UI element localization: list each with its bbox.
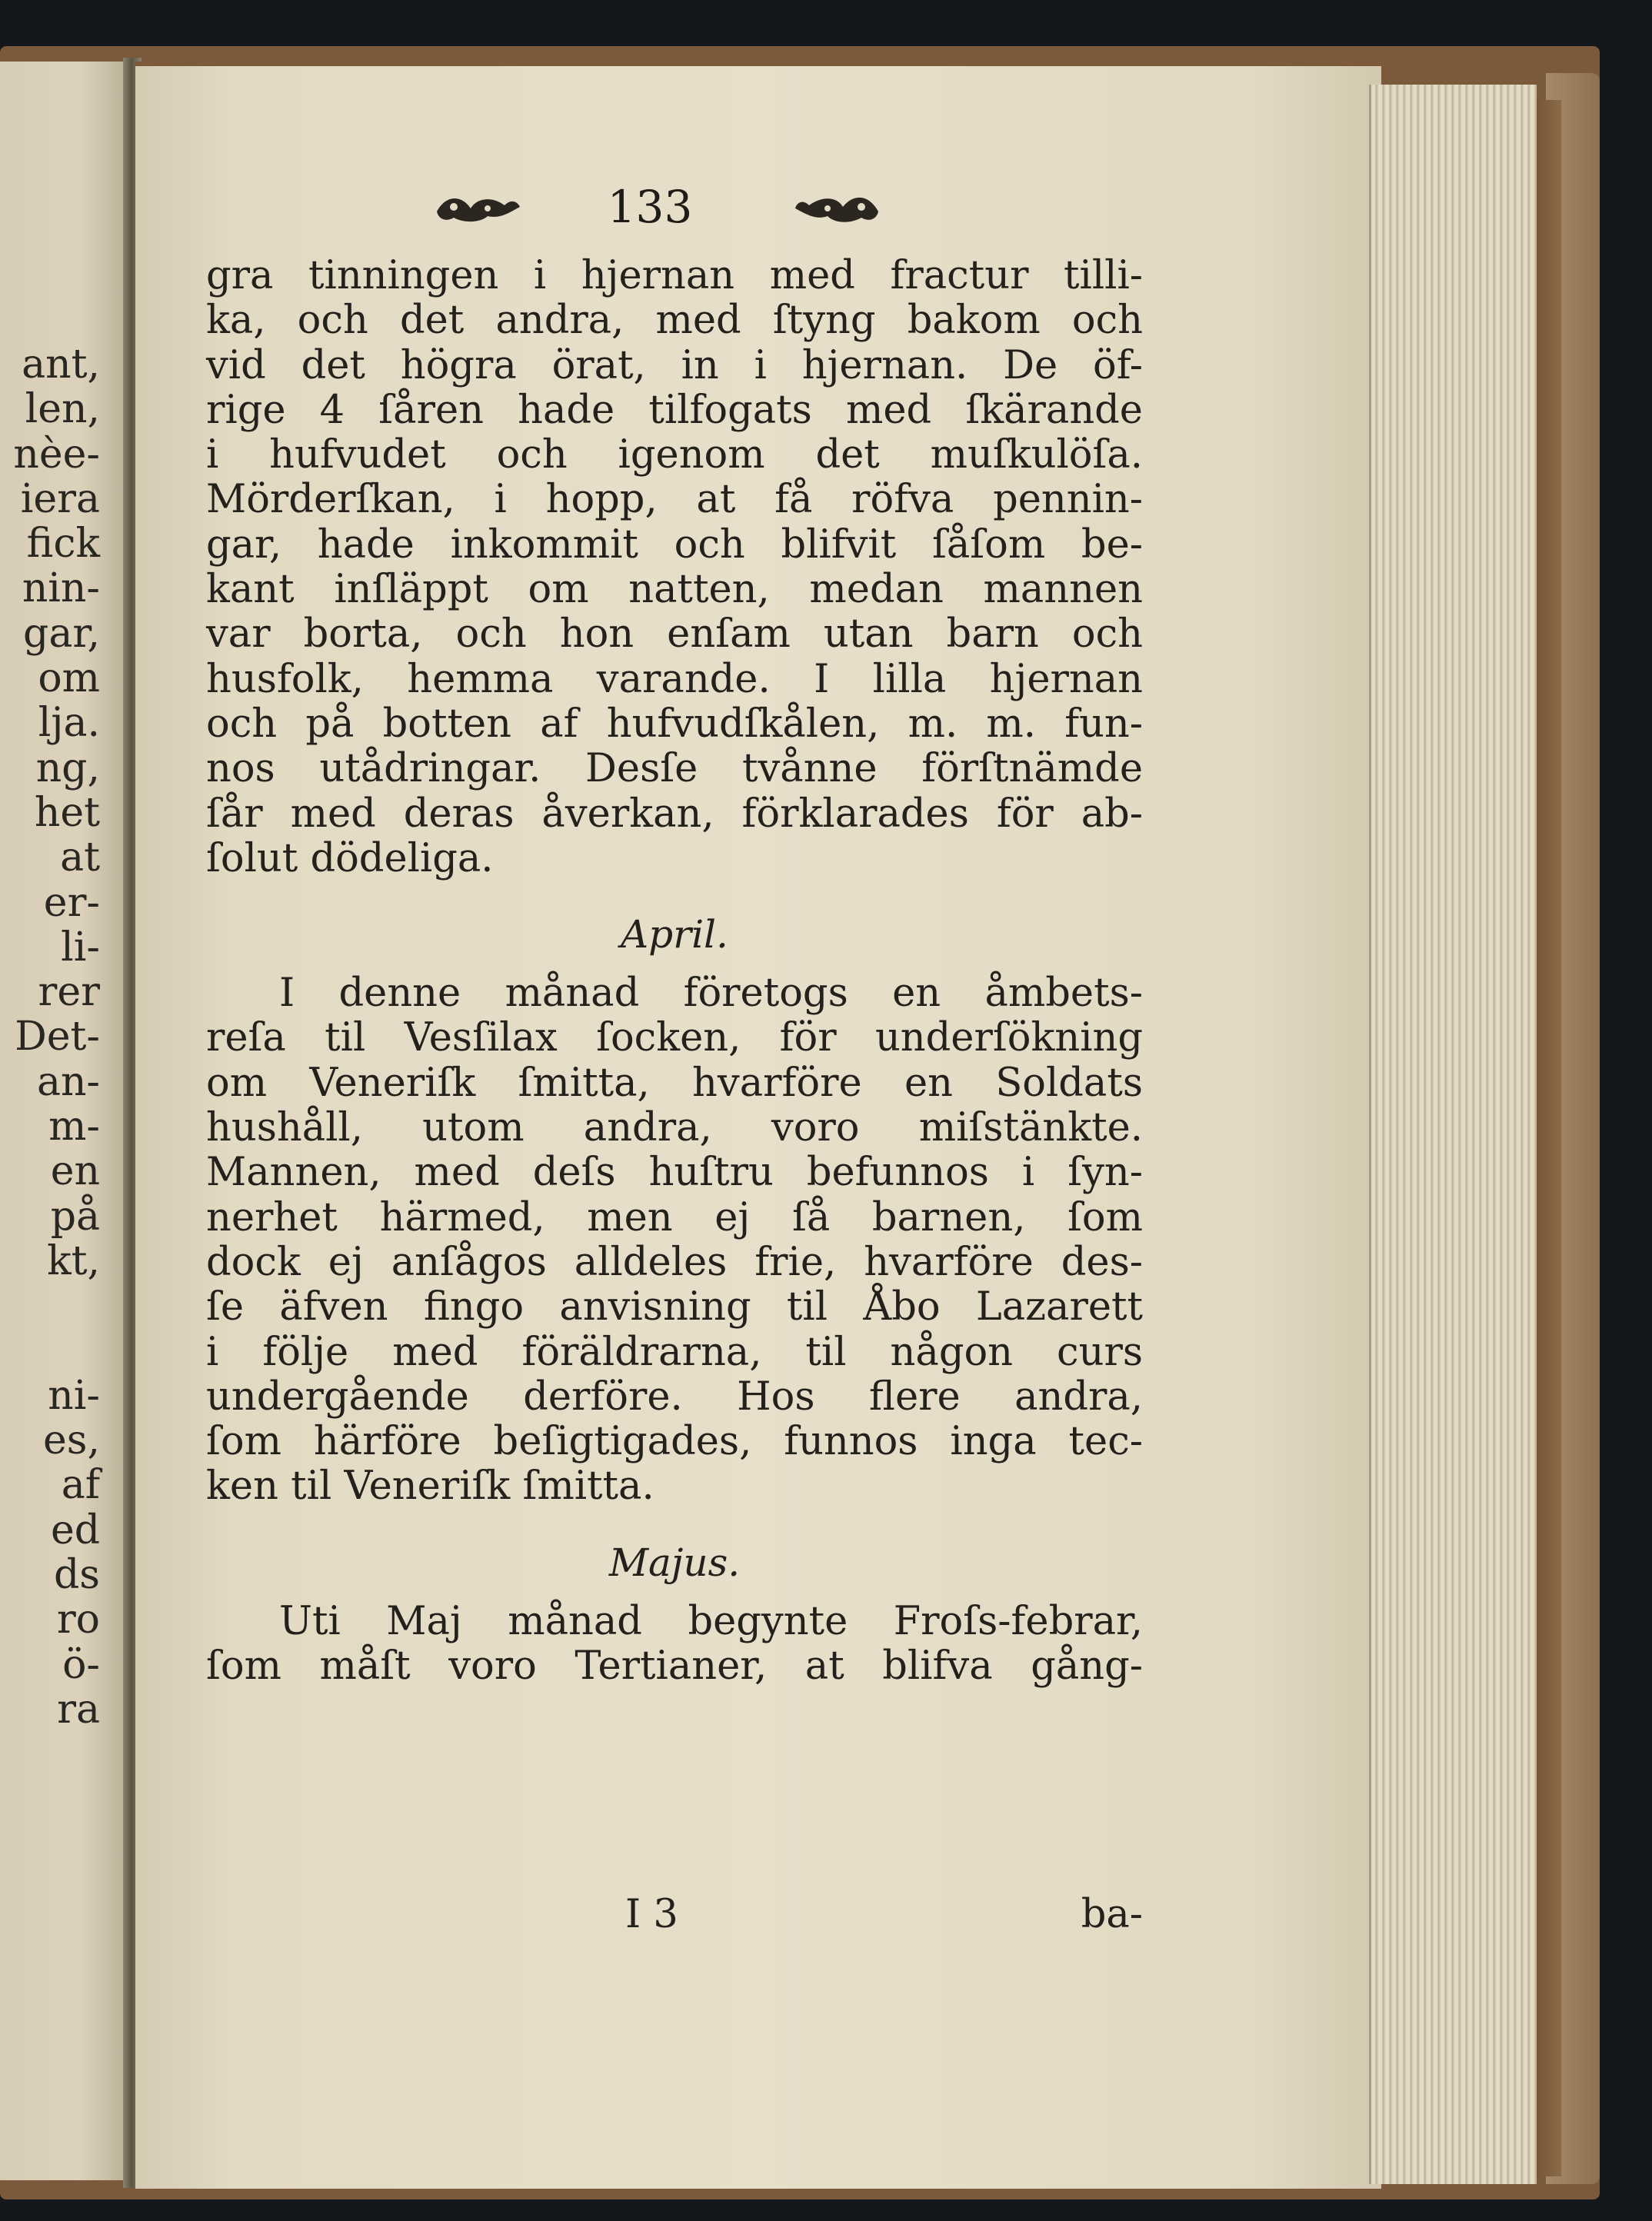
text-line: ſom härföre beſigtigades, funnos inga tec-	[206, 1419, 1143, 1465]
text-line: undergående derföre. Hos flere andra,	[206, 1374, 1143, 1420]
fragment-line: nèe-	[13, 431, 100, 478]
page-edges-stack	[1369, 85, 1537, 2184]
fragment-line: ro	[56, 1597, 100, 1643]
text-line: i hufvudet och igenom det muſkulöſa.	[206, 432, 1143, 478]
text-line: i följe med föräldrarna, til någon curs	[206, 1329, 1143, 1375]
fragment-line: ds	[54, 1552, 100, 1599]
fragment-line: rer	[38, 969, 100, 1016]
text-line: ken til Veneriſk ſmitta.	[206, 1463, 654, 1510]
fragment-line: ra	[57, 1686, 100, 1733]
fragment-line: iera	[20, 475, 100, 522]
text-line: husfolk, hemma varande. I lilla hjernan	[206, 656, 1143, 702]
fragment-line	[13, 1284, 100, 1328]
fragment-line: es,	[43, 1417, 100, 1464]
text-line: hushåll, utom andra, voro miſstänkte.	[206, 1105, 1143, 1151]
text-line: gar, hade inkommit och blifvit ſåſom be-	[206, 521, 1143, 568]
fragment-line: om	[38, 655, 100, 702]
fragment-line: ni-	[48, 1372, 100, 1419]
catchword: ba-	[1081, 1892, 1143, 1937]
fragment-line: Det-	[15, 1014, 100, 1061]
paragraph-1	[206, 254, 1143, 881]
text-line: var borta, och hon enſam utan barn och	[206, 611, 1143, 658]
text-line: Uti Maj månad begynte Froſs-febrar,	[279, 1598, 1143, 1644]
signature-mark: I 3	[625, 1892, 678, 1937]
text-line: ſår med deras åverkan, förklarades för ab-	[206, 791, 1143, 837]
fragment-line: at	[60, 834, 100, 881]
text-line: I denne månad företogs en åmbets-	[279, 971, 1143, 1017]
text-line: gra tinningen i hjernan med fractur tilli-	[206, 253, 1143, 298]
text-line: om Veneriſk ſmitta, hvarföre en Soldats	[206, 1060, 1143, 1106]
page-number: 133	[607, 181, 693, 233]
text-line: reſa til Vesſilax ſocken, för underſökning	[206, 1015, 1143, 1061]
fragment-line: ant,	[22, 341, 100, 388]
fragment-line: ö-	[62, 1641, 100, 1688]
text-line: ſolut dödeliga.	[206, 835, 494, 881]
fragment-line: li-	[61, 924, 100, 971]
text-line: Mörderſkan, i hopp, at få röfva pennin-	[206, 477, 1143, 523]
fragment-line: fick	[26, 521, 100, 568]
text-line: nos utådringar. Desſe tvånne förſtnämde	[206, 746, 1143, 792]
fragment-line: nin-	[22, 565, 100, 612]
text-line: vid det högra örat, in i hjernan. De öf-	[206, 342, 1143, 388]
previous-page-sliver	[0, 62, 132, 2180]
fragment-line: an-	[36, 1058, 100, 1105]
fragment-line: kt,	[47, 1237, 100, 1284]
text-line: ſom måſt voro Tertianer, at blifva gång-	[206, 1643, 1143, 1690]
paragraph-3	[206, 1600, 1143, 1690]
text-line: kant inſläppt om natten, medan mannen	[206, 567, 1143, 613]
printer-ornament-right-icon	[792, 188, 884, 227]
text-block	[206, 254, 1143, 1689]
fragment-line: gar,	[23, 610, 100, 657]
text-line: Mannen, med deſs huſtru befunnos i ſyn-	[206, 1150, 1143, 1196]
previous-page-text-fragments	[13, 342, 100, 1732]
fragment-line: af	[61, 1462, 100, 1509]
fragment-line: en	[50, 1148, 100, 1195]
fragment-line: lja.	[38, 700, 100, 747]
fragment-line: len,	[25, 386, 100, 433]
fragment-line	[13, 1329, 100, 1374]
text-line: dock ej anſågos alldeles frie, hvarföre des-	[206, 1239, 1143, 1285]
paragraph-2	[206, 971, 1143, 1510]
running-head	[431, 173, 908, 242]
printer-ornament-left-icon	[431, 188, 523, 227]
page-footer	[206, 1892, 1143, 1936]
text-line: ſe äfven fingo anvisning til Åbo Lazarett	[206, 1284, 1143, 1330]
section-heading-april: April.	[621, 912, 728, 957]
text-line: rige 4 ſåren hade tilfogats med ſkärande	[206, 387, 1143, 433]
section-heading-majus: Majus.	[608, 1540, 741, 1585]
fragment-line: er-	[43, 879, 100, 926]
fragment-line: ng,	[35, 744, 100, 791]
text-line: ka, och det andra, med ſtyng bakom och	[206, 298, 1143, 344]
fragment-line: ed	[50, 1507, 100, 1553]
text-line: nerhet härmed, men ej ſå barnen, ſom	[206, 1194, 1143, 1240]
fragment-line: m-	[48, 1104, 100, 1150]
text-line: och på botten af hufvudſkålen, m. m. fun-	[206, 701, 1143, 747]
fragment-line: på	[50, 1193, 100, 1240]
fragment-line: het	[34, 789, 100, 836]
